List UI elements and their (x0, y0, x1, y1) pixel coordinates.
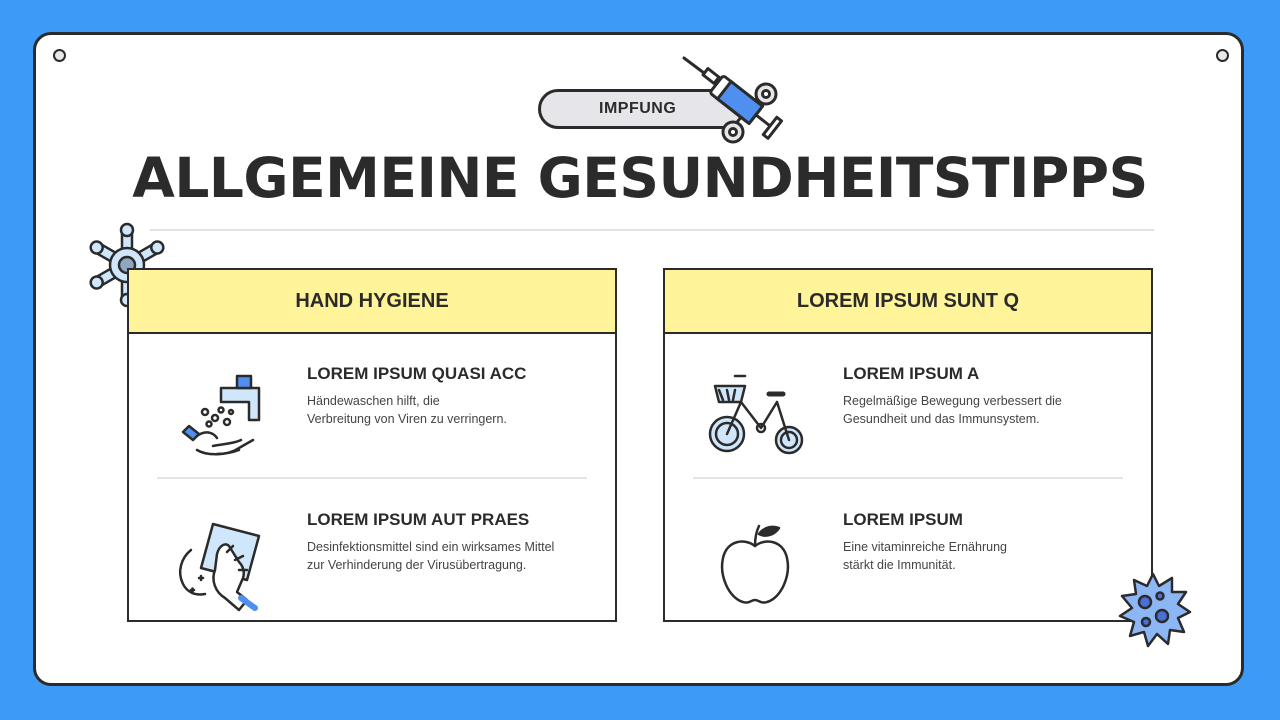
item-text-line1: Regelmäßige Bewegung verbessert die (843, 394, 1062, 408)
apple-icon (705, 516, 805, 616)
item-text-line2: Gesundheit und das Immunsystem. (843, 412, 1040, 426)
item-text-line2: zur Verhinderung der Virusübertragung. (307, 558, 527, 572)
item-text-line1: Desinfektionsmittel sind ein wirksames Mittel (307, 540, 555, 554)
card-heading: HAND HYGIENE (129, 270, 615, 334)
hand-hygiene-card (127, 268, 617, 622)
list-item (129, 506, 615, 626)
virus-icon-blue (1110, 566, 1196, 652)
glove-wipe-icon (169, 516, 269, 616)
item-divider (693, 477, 1123, 479)
item-text-line2: Verbreitung von Viren zu verringern. (307, 412, 507, 426)
title-divider (150, 229, 1154, 231)
lifestyle-card (663, 268, 1153, 622)
list-item (129, 360, 615, 480)
item-title: LOREM IPSUM (843, 510, 963, 529)
item-title: LOREM IPSUM A (843, 364, 980, 383)
bicycle-icon (705, 370, 805, 470)
item-text-line1: Eine vitaminreiche Ernährung (843, 540, 1007, 554)
page-title: ALLGEMEINE GESUNDHEITSTIPPS (132, 146, 1148, 210)
badge-label: IMPFUNG (599, 100, 677, 117)
screw-left (53, 49, 66, 62)
item-text-line1: Händewaschen hilft, die (307, 394, 440, 408)
list-item (665, 360, 1151, 480)
card-heading: LOREM IPSUM SUNT Q (665, 270, 1151, 334)
list-item (665, 506, 1151, 626)
item-text-line2: stärkt die Immunität. (843, 558, 956, 572)
item-title: LOREM IPSUM QUASI ACC (307, 364, 527, 383)
screw-right (1216, 49, 1229, 62)
item-divider (157, 477, 587, 479)
item-title: LOREM IPSUM AUT PRAES (307, 510, 530, 529)
hand-washing-icon (169, 370, 269, 470)
syringe-icon (678, 52, 788, 144)
